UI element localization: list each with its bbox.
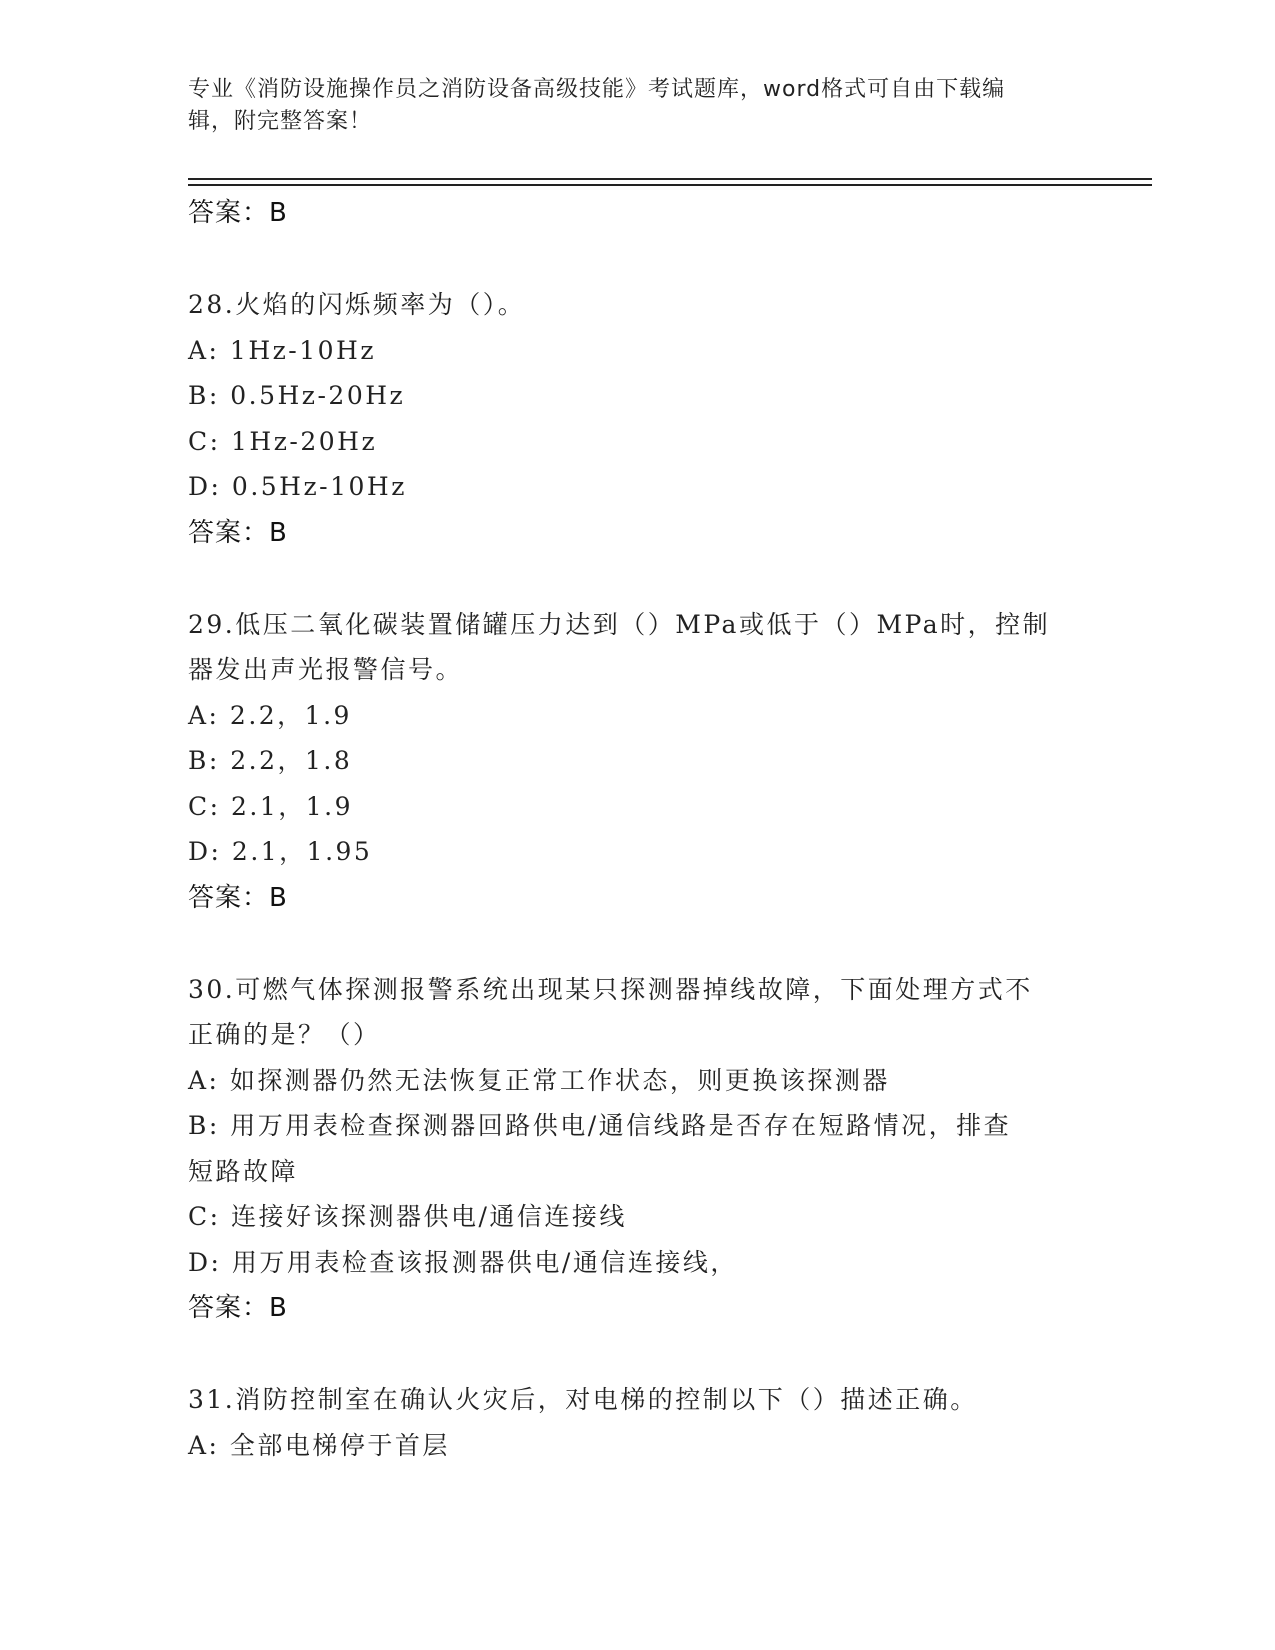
question-gap <box>188 1331 1088 1377</box>
question-text: 30.可燃气体探测报警系统出现某只探测器掉线故障，下面处理方式不 <box>188 974 1033 1004</box>
question-option: D: 0.5Hz-10Hz <box>188 472 407 501</box>
answer-line: 答案：B <box>188 882 288 913</box>
previous-answer: 答案：B <box>188 198 288 228</box>
question-option: D: 2.1，1.95 <box>188 837 373 866</box>
question-text: 28.火焰的闪烁频率为（）。 <box>188 290 526 319</box>
question-text: 器发出声光报警信号。 <box>188 655 464 684</box>
header-divider-bottom <box>188 184 1152 186</box>
question-option: B: 0.5Hz-20Hz <box>188 381 406 410</box>
question-block <box>188 602 1088 921</box>
question-option: A: 1Hz-10Hz <box>188 335 377 365</box>
answer-line: 答案：B <box>188 517 288 548</box>
question-text: 29.低压二氧化碳装置储罐压力达到（）MPa或低于（）MPa时，控制 <box>188 609 1051 639</box>
header-line-1: 专业《消防设施操作员之消防设备高级技能》考试题库，word格式可自由下载编 <box>188 77 1006 102</box>
question-block <box>188 1377 1088 1468</box>
question-option: C: 1Hz-20Hz <box>188 426 378 456</box>
question-gap <box>188 556 1088 602</box>
question-option: 短路故障 <box>188 1156 299 1186</box>
question-text: 31.消防控制室在确认火灾后，对电梯的控制以下（）描述正确。 <box>188 1385 978 1414</box>
question-list <box>188 190 1088 1468</box>
question-block <box>188 282 1088 556</box>
question-option: C: 连接好该探测器供电/通信连接线 <box>188 1202 627 1231</box>
question-option: A: 如探测器仍然无法恢复正常工作状态，则更换该探测器 <box>188 1065 890 1095</box>
question-gap <box>188 236 1088 282</box>
question-option: D: 用万用表检查该报测器供电/通信连接线， <box>188 1247 738 1277</box>
question-text: 正确的是？（） <box>188 1020 381 1049</box>
answer-line: 答案：B <box>188 1293 288 1323</box>
header-line-2: 辑，附完整答案！ <box>188 109 373 134</box>
question-option: B: 2.2，1.8 <box>188 746 353 775</box>
document-header <box>188 74 1068 138</box>
question-option: A: 2.2，1.9 <box>188 700 352 730</box>
question-option: A: 全部电梯停于首层 <box>188 1430 450 1460</box>
question-gap <box>188 921 1088 967</box>
question-block <box>188 967 1088 1332</box>
question-option: C: 2.1，1.9 <box>188 791 354 821</box>
question-option: B: 用万用表检查探测器回路供电/通信线路是否存在短路情况，排查 <box>188 1111 1012 1140</box>
header-divider-top <box>188 178 1152 180</box>
